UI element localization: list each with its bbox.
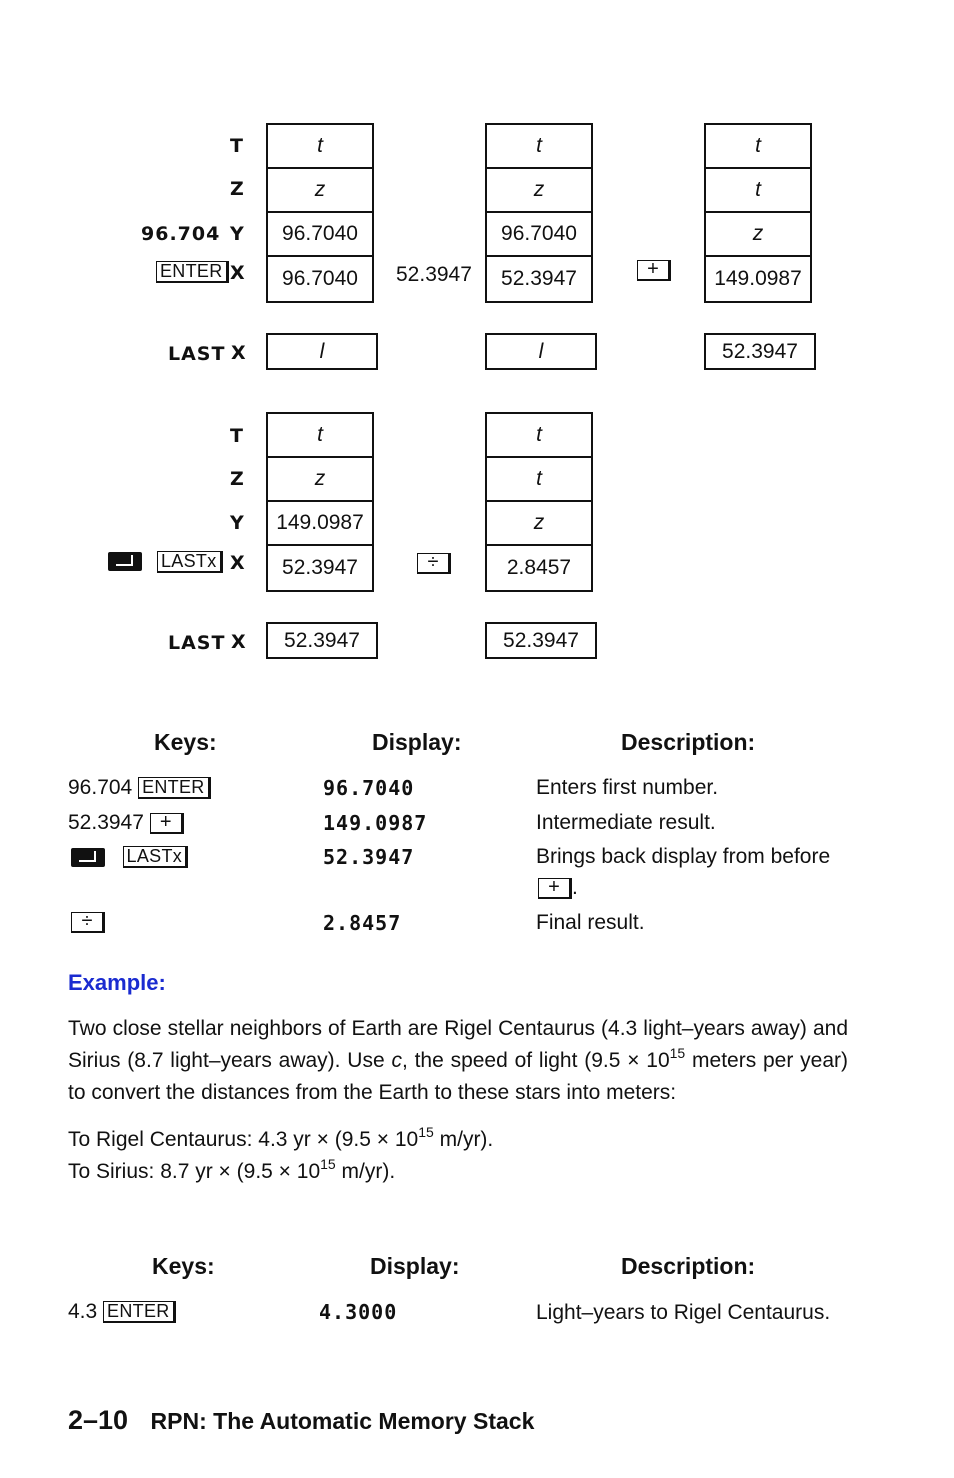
lastx-box-2: l [485,333,597,370]
stack-cell-y: 96.7040 [268,213,372,257]
plus-key: + [637,260,671,281]
stack-cell-t: t [706,125,810,169]
stack-2 [485,412,593,592]
enter-key: ENTER [156,261,229,283]
stack-1 [266,123,374,303]
description-text: Intermediate result. [536,811,716,834]
table-row: LASTx [71,845,188,869]
lastx-key: LASTx [157,551,223,573]
display-value: 149.0987 [323,811,428,835]
divide-key: ÷ [417,553,451,574]
stack-cell-y: z [706,213,810,257]
stack-cell-t: t [268,414,372,458]
description-header: Description: [621,1253,756,1279]
stack-cell-t: t [487,414,591,458]
stack-cell-y: 96.7040 [487,213,591,257]
stack-3 [704,123,812,303]
stack-cell-z: z [268,169,372,213]
reg-label-z: Z [230,178,244,200]
reg-label-y: Y [230,223,244,245]
description-text: Light–years to Rigel Centaurus. [536,1301,831,1324]
display-value: 52.3947 [323,845,415,869]
equation-sirius: To Sirius: 8.7 yr × ($9.5 \times 10^{15}$ m/yr). [68,1156,396,1183]
lastx-box-1: l [266,333,378,370]
stack-cell-x: 52.3947 [501,267,577,290]
equation-rigel: To Rigel Centaurus: 4.3 yr × ($9.5 \times 10^{15}$ m/yr). [68,1124,494,1151]
page-number: 2–10 [68,1405,129,1435]
stack-1 [266,412,374,592]
stack-cell-t: t [487,125,591,169]
display-header: Display: [370,1253,460,1279]
shift-key-icon [71,848,105,867]
keys-header: Keys: [152,1253,215,1279]
stack-cell-z: z [268,458,372,502]
shift-key-icon [108,552,142,571]
stack-cell-z: t [487,458,591,502]
stack-cell-y: 149.0987 [268,502,372,546]
stack-cell-x: 149.0987 [714,267,802,290]
keys-header: Keys: [154,729,217,755]
stack-cell-x: 2.8457 [506,556,572,579]
divide-key: ÷ [71,912,105,933]
stack-cell-y: z [487,502,591,546]
stack-cell-x: 96.7040 [282,267,358,290]
reg-label-x: X [230,262,245,284]
lastx-label: LAST [168,343,226,365]
display-value: 2.8457 [323,911,402,935]
display-value: 4.3000 [319,1300,398,1324]
table-row: 4.3 ENTER [68,1300,176,1324]
reg-label-t: T [230,135,243,157]
description-text: Final result. [536,911,645,934]
description-header: Description: [621,729,756,755]
reg-label-y: Y [230,512,244,534]
lastx-label: LAST [168,632,226,654]
lastx-box-2: 52.3947 [485,622,597,659]
description-continued: + . [538,876,578,900]
page-footer [68,1405,534,1436]
lastx-reg-label: X [231,631,246,653]
table-row: 52.3947 + [68,811,184,835]
entered-number: 52.3947 [396,263,472,286]
reg-label-x: X [230,552,245,574]
plus-key: + [538,878,572,899]
lastx-box-1: 52.3947 [266,622,378,659]
description-text: Brings back display from before [536,845,831,868]
reg-label-t: T [230,425,243,447]
stack-cell-z: t [706,169,810,213]
display-value: 96.7040 [323,776,415,800]
stack-2 [485,123,593,303]
display-header: Display: [372,729,462,755]
example-heading: Example: [68,970,166,995]
description-text: Enters first number. [536,776,719,799]
example-paragraph: Two close stellar neighbors of Earth are Rigel Centaurus (4.3 light–years away) and Sirius (8.7 light–years away). Use c, the speed of light ($9.5 \times 10^{15}$ meters per year) to convert the distances from the Earth to these stars into meters: [68,1017,848,1104]
y-entry-value: 96.704 [141,223,221,245]
lastx-reg-label: X [231,342,246,364]
stack-cell-x: 52.3947 [282,556,358,579]
stack-cell-z: z [487,169,591,213]
lastx-box-3: 52.3947 [704,333,816,370]
reg-label-z: Z [230,468,244,490]
stack-cell-t: t [268,125,372,169]
example-equations [68,1124,848,1188]
table-row: 96.704 ENTER [68,776,211,800]
chapter-title: RPN: The Automatic Memory Stack [150,1408,535,1434]
